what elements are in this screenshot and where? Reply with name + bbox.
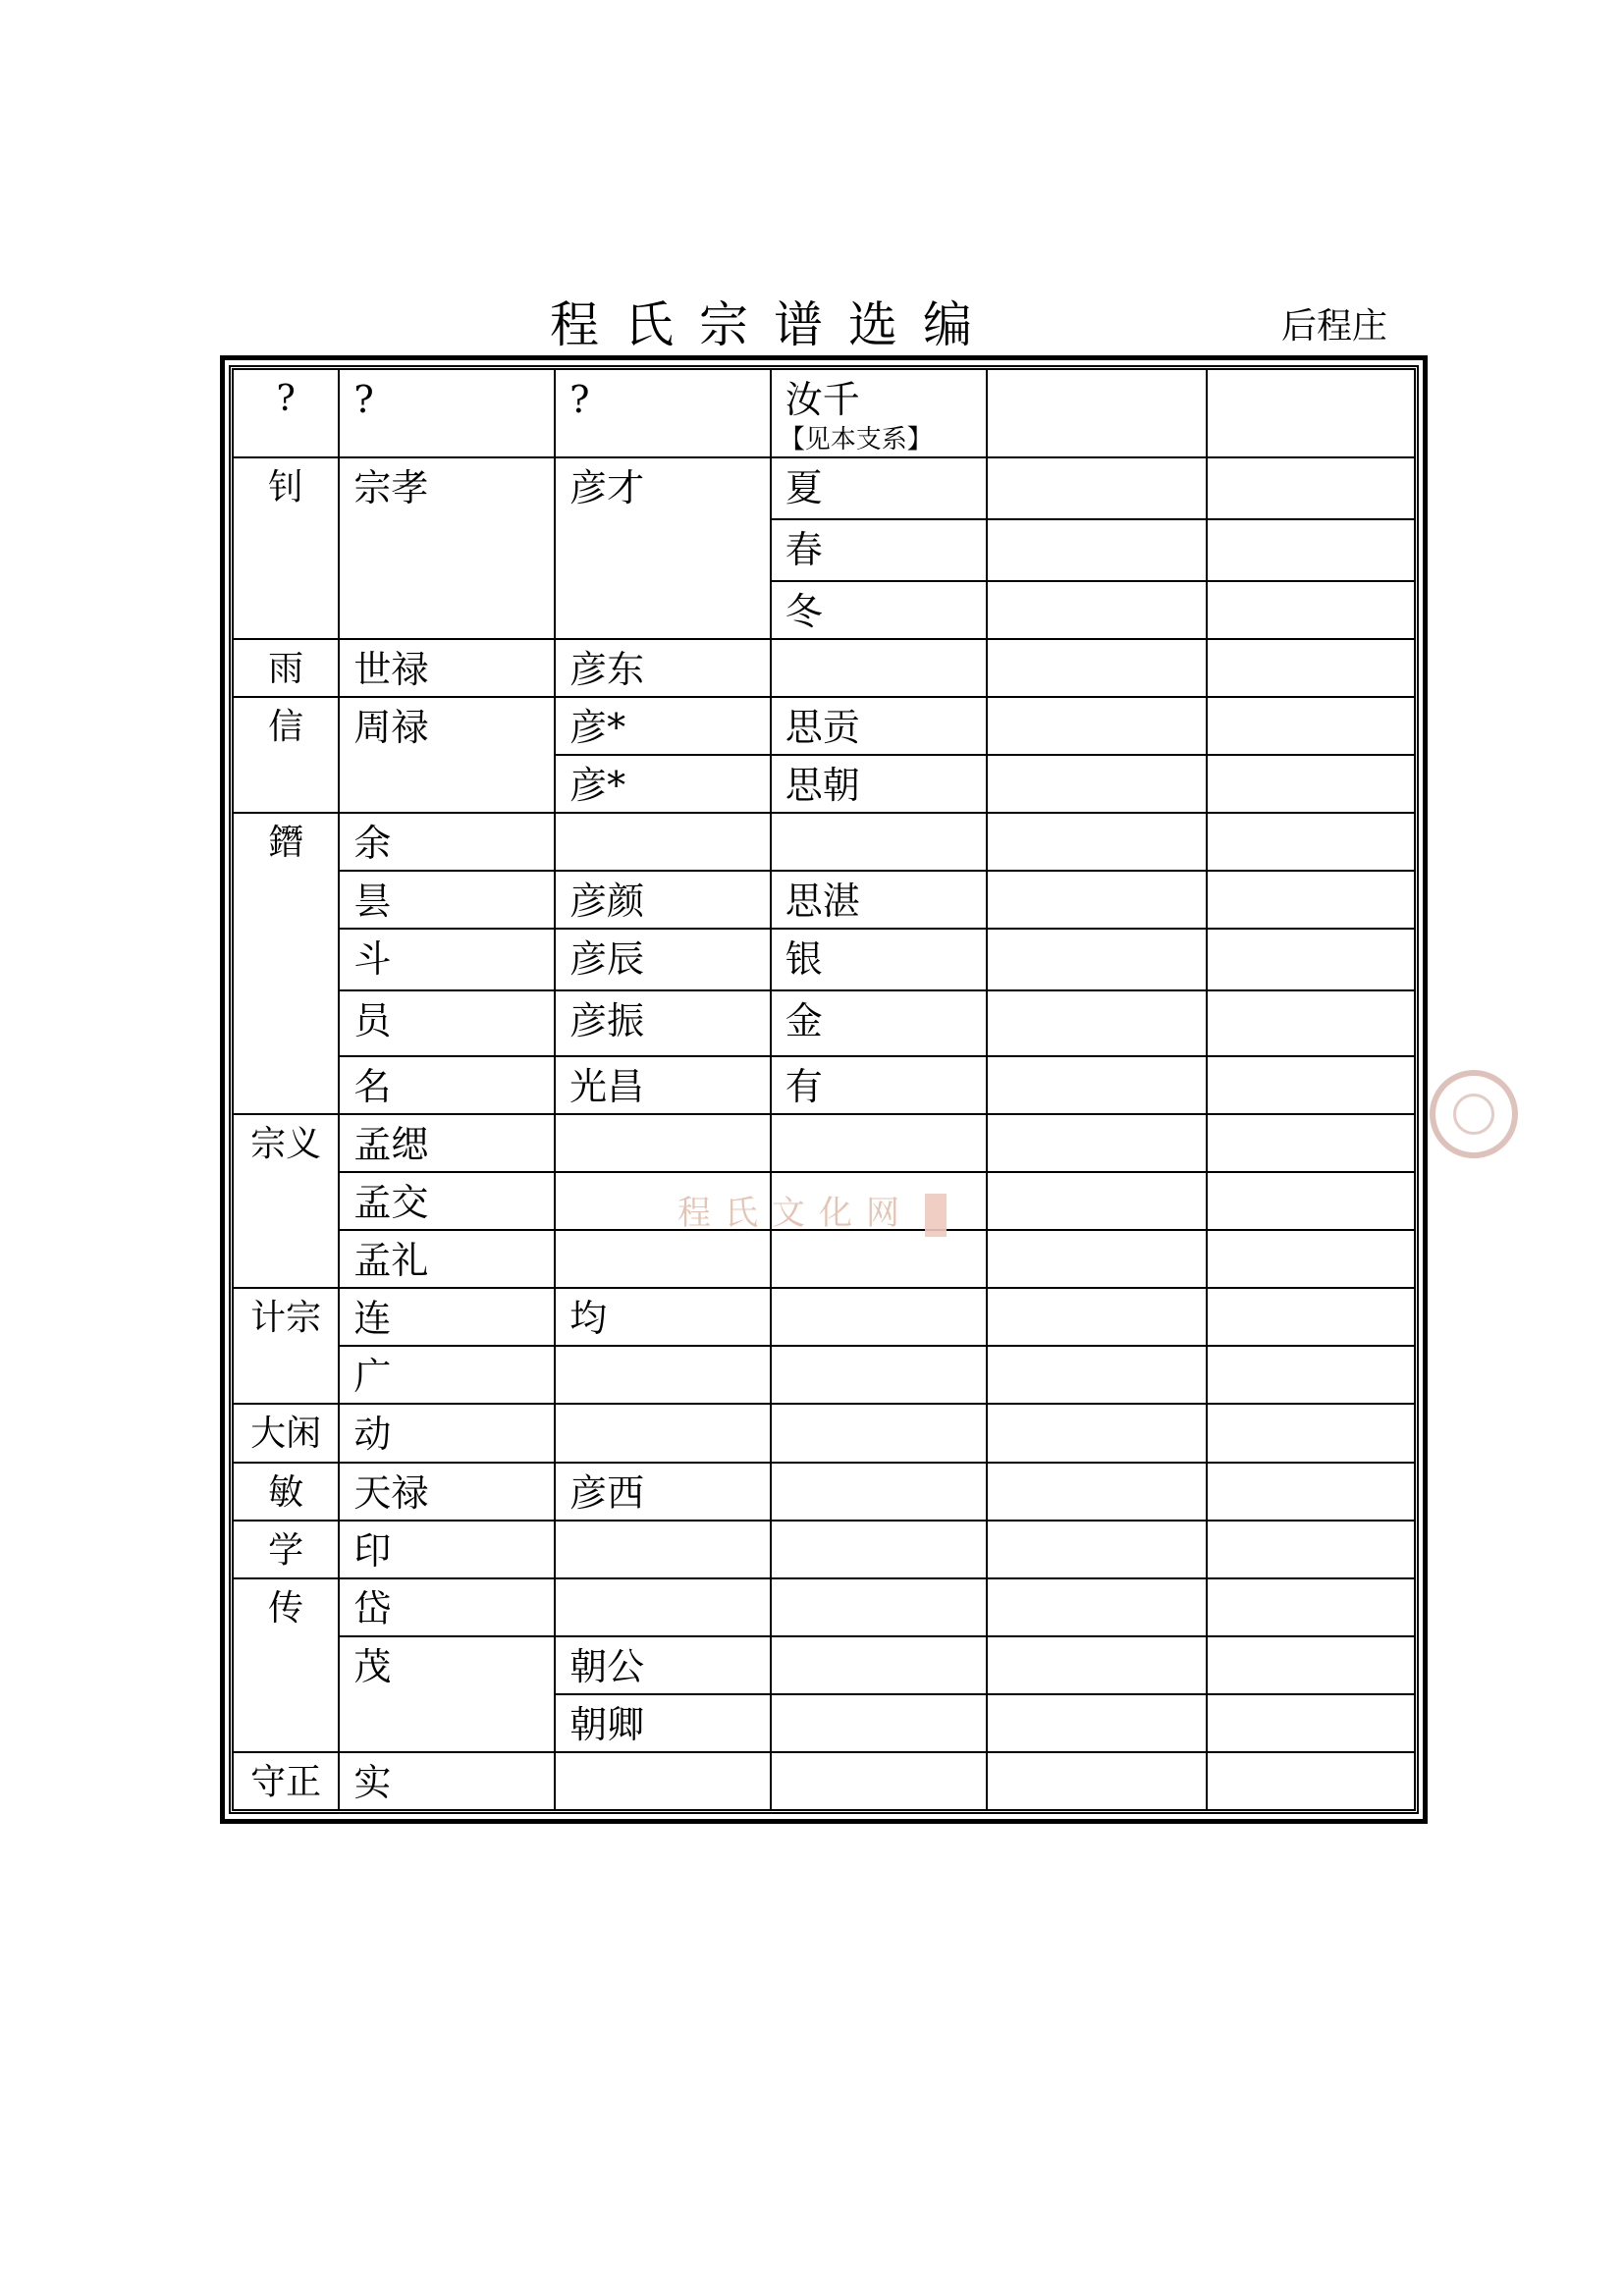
cell-text: 彦西 [569,1470,645,1515]
cell-text: 金 [785,999,823,1043]
table-cell [1207,581,1415,639]
cell-text: 春 [785,527,823,571]
table-cell [339,639,555,697]
table-cell [555,1694,771,1752]
cell-text: 计宗 [250,1298,322,1339]
table-cell [987,1404,1207,1462]
table-cell [339,871,555,929]
location-label: 后程庄 [1281,306,1388,347]
table-row [233,1114,1415,1172]
cell-text: 孟缌 [353,1123,429,1167]
table-cell [1207,871,1415,929]
table-cell [771,1404,987,1462]
table-cell [555,1578,771,1636]
table-cell [339,1056,555,1114]
table-cell [339,1404,555,1462]
cell-text: 彦东 [569,647,645,691]
cell-text: 光昌 [569,1065,645,1109]
cell-text: 孟礼 [353,1239,429,1283]
cell-text: 宗义 [250,1124,322,1165]
cell-text: ? [353,378,374,421]
cell-text: 斗 [353,936,392,981]
table-cell [771,1636,987,1694]
table-row [233,929,1415,990]
cell-text: 动 [353,1413,392,1457]
table-cell [339,1288,555,1346]
table-cell [233,1404,339,1462]
table-cell [1207,1288,1415,1346]
cell-text: 茂 [353,1644,392,1688]
table-cell [987,1230,1207,1288]
table-cell [1207,813,1415,871]
table-cell [233,457,339,639]
table-cell [771,1346,987,1404]
table-cell [771,755,987,813]
table-cell [987,1636,1207,1694]
table-cell [555,1752,771,1810]
table-cell [555,813,771,871]
table-cell [771,1172,987,1230]
cell-text: 朝公 [569,1644,645,1688]
cell-text: 钊 [268,466,304,507]
cell-text: 信 [268,706,304,747]
table-row [233,813,1415,871]
table-row [233,1636,1415,1694]
table-cell [555,369,771,457]
table-cell [339,813,555,871]
table-cell [555,990,771,1056]
table-cell [771,1463,987,1521]
cell-text: 均 [569,1297,608,1341]
table-cell [771,1114,987,1172]
table-cell [987,1463,1207,1521]
table-cell [1207,1114,1415,1172]
cell-text: 昙 [353,879,392,923]
table-cell [1207,1404,1415,1462]
table-cell [339,1346,555,1404]
table-cell [339,1230,555,1288]
cell-text: 彦* [569,763,626,807]
table-cell [555,1521,771,1578]
genealogy-table-body [233,369,1415,1810]
table-cell [555,755,771,813]
table-cell [1207,369,1415,457]
table-cell [987,929,1207,990]
table-row [233,1463,1415,1521]
cell-text: 彦颜 [569,879,645,923]
table-cell [555,697,771,755]
cell-text: 彦辰 [569,936,645,981]
cell-text: 汝千 [785,378,860,421]
table-cell [771,697,987,755]
table-cell [987,1521,1207,1578]
table-cell [555,639,771,697]
cell-text: 夏 [785,465,823,509]
table-row [233,990,1415,1056]
stamp-icon [925,1194,947,1237]
table-cell [339,1463,555,1521]
table-cell [771,1521,987,1578]
table-row [233,1230,1415,1288]
table-cell [987,755,1207,813]
table-cell [771,1578,987,1636]
table-cell [233,697,339,813]
table-cell [555,1346,771,1404]
table-row [233,1172,1415,1230]
table-cell [987,813,1207,871]
table-cell [1207,1521,1415,1578]
cell-text: 朝卿 [569,1702,645,1746]
table-cell [771,1694,987,1752]
table-cell [1207,697,1415,755]
cell-text: 连 [353,1297,392,1341]
table-cell [555,1172,771,1230]
table-cell [555,1056,771,1114]
table-cell [771,990,987,1056]
cell-text: 思贡 [785,705,860,749]
cell-text: 学 [268,1529,304,1571]
table-cell [1207,519,1415,581]
table-cell [987,697,1207,755]
table-cell [1207,1172,1415,1230]
cell-text: 实 [353,1760,392,1804]
table-cell [233,1521,339,1578]
table-cell [1207,639,1415,697]
cell-text: 鐕 [268,822,304,863]
table-row [233,871,1415,929]
table-row [233,457,1415,519]
table-cell [987,1752,1207,1810]
table-cell [1207,1230,1415,1288]
table-cell [339,990,555,1056]
table-cell [1207,1636,1415,1694]
cell-text: 思湛 [785,879,860,923]
cell-note: 【见本支系】 [779,425,933,454]
page-title: 程氏宗谱选编 [550,296,998,353]
table-cell [233,1752,339,1810]
table-row [233,1288,1415,1346]
table-cell [339,1752,555,1810]
table-cell [987,1056,1207,1114]
cell-text: 彦才 [569,465,645,509]
table-cell [339,929,555,990]
table-cell [339,1521,555,1578]
cell-text: 余 [353,821,392,865]
cell-text: 彦* [569,705,626,749]
cell-text: 有 [785,1065,823,1109]
cell-text: ? [569,378,590,421]
cell-text: 传 [268,1587,304,1629]
seal-icon [1430,1070,1518,1158]
table-cell [987,519,1207,581]
cell-text: 银 [785,936,823,981]
table-row [233,639,1415,697]
cell-text: 雨 [268,648,304,689]
table-cell [339,457,555,639]
table-row [233,1404,1415,1462]
table-cell [987,1114,1207,1172]
table-cell [555,871,771,929]
table-cell [987,1578,1207,1636]
cell-text: 岱 [353,1586,392,1630]
table-cell [1207,929,1415,990]
table-cell [233,1114,339,1288]
table-cell [555,1288,771,1346]
cell-text: 广 [353,1355,392,1399]
table-cell [771,369,987,457]
table-cell [987,639,1207,697]
cell-text: ? [276,379,296,419]
table-cell [339,1114,555,1172]
table-cell [555,929,771,990]
table-row [233,1521,1415,1578]
table-cell [771,519,987,581]
cell-text: 守正 [250,1761,322,1802]
table-cell [987,581,1207,639]
table-cell [555,1230,771,1288]
table-cell [771,1230,987,1288]
table-row [233,369,1415,457]
cell-text: 孟交 [353,1181,429,1225]
cell-text: 大闲 [250,1414,322,1455]
table-cell [555,1463,771,1521]
table-cell [987,457,1207,519]
table-cell [339,1172,555,1230]
table-cell [771,813,987,871]
table-cell [339,1636,555,1752]
table-cell [233,1463,339,1521]
table-cell [771,871,987,929]
table-cell [1207,1463,1415,1521]
table-row [233,1578,1415,1636]
cell-text: 思朝 [785,763,860,807]
table-cell [771,1056,987,1114]
watermark-text: 程氏文化网 [677,1194,913,1233]
table-cell [987,1346,1207,1404]
table-cell [1207,457,1415,519]
cell-text: 周禄 [353,705,429,749]
table-cell [339,369,555,457]
table-row [233,1752,1415,1810]
cell-text: 敏 [268,1471,304,1513]
table-cell [233,369,339,457]
table-row [233,1056,1415,1114]
table-cell [233,813,339,1114]
table-cell [771,929,987,990]
table-cell [555,1404,771,1462]
table-cell [339,697,555,813]
table-cell [771,457,987,519]
table-cell [1207,1346,1415,1404]
cell-text: 名 [353,1065,392,1109]
table-cell [555,457,771,639]
table-cell [771,639,987,697]
table-cell [233,1578,339,1752]
cell-text: 宗孝 [353,465,429,509]
table-cell [233,639,339,697]
table-cell [987,1288,1207,1346]
table-row [233,697,1415,755]
table-cell [1207,1752,1415,1810]
table-cell [771,1288,987,1346]
table-cell [1207,1694,1415,1752]
genealogy-table [232,368,1416,1811]
cell-text: 冬 [785,589,823,633]
table-cell [987,871,1207,929]
table-cell [987,1172,1207,1230]
cell-text: 彦振 [569,999,645,1043]
table-row [233,1346,1415,1404]
table-cell [771,581,987,639]
table-cell [1207,990,1415,1056]
table-cell [1207,755,1415,813]
table-cell [1207,1578,1415,1636]
table-cell [233,1288,339,1404]
table-cell [987,990,1207,1056]
table-cell [987,369,1207,457]
cell-text: 印 [353,1528,392,1573]
table-cell [987,1694,1207,1752]
table-cell [555,1114,771,1172]
table-cell [771,1752,987,1810]
cell-text: 员 [353,999,392,1043]
table-cell [1207,1056,1415,1114]
cell-text: 天禄 [353,1470,429,1515]
table-cell [555,1636,771,1694]
table-cell [339,1578,555,1636]
cell-text: 世禄 [353,647,429,691]
